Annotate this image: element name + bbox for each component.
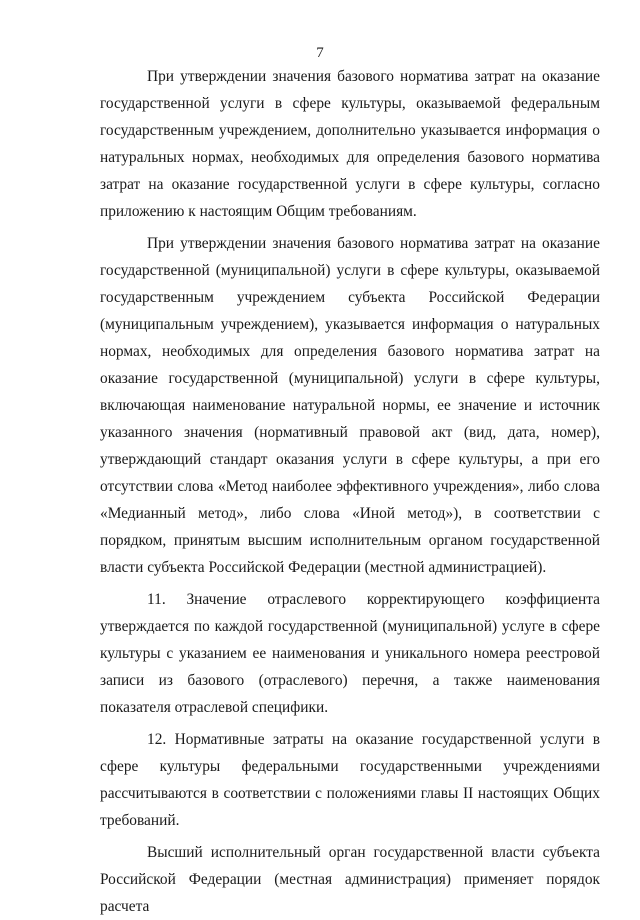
document-body	[100, 63, 600, 920]
paragraph-item-11: 11. Значение отраслевого корректирующего коэффициента утверждается по каждой государственной (муниципальной) услуге в сфере культуры с указанием ее наименования и уникального номера реестровой записи из базового (отраслевого) перечня, а также наименования показателя отраслевой специфики.	[100, 591, 600, 716]
paragraph-item-12: 12. Нормативные затраты на оказание государственной услуги в сфере культуры федеральными государственными учреждениями рассчитываются в соответствии с положениями главы II настоящих Общих требований.	[100, 731, 600, 829]
paragraph-natural-norms-federal: При утверждении значения базового норматива затрат на оказание государственной услуги в сфере культуры, оказываемой федеральным государственным учреждением, дополнительно указывается информация о натуральных нормах, необходимых для определения базового норматива затрат на оказание государственной услуги в сфере культуры, согласно приложению к настоящим Общим требованиям.	[100, 68, 600, 220]
paragraph-regional-executive: Высший исполнительный орган государственной власти субъекта Российской Федерации (местная администрация) применяет порядок расчета	[100, 844, 600, 915]
page-number: 7	[316, 45, 324, 61]
paragraph-natural-norms-regional: При утверждении значения базового норматива затрат на оказание государственной (муниципальной) услуги в сфере культуры, оказываемой государственным учреждением субъекта Российской Федерации (муниципальным учреждением), указывается информация о натуральных нормах, необходимых для определения базового норматива затрат на оказание государственной (муниципальной) услуги в сфере культуры, включающая наименование натуральной нормы, ее значение и источник указанного значения (нормативный правовой акт (вид, дата, номер), утверждающий стандарт оказания услуги в сфере культуры, а при его отсутствии слова «Метод наиболее эффективного учреждения», либо слова «Медианный метод», либо слова «Иной метод»), в соответствии с порядком, принятым высшим исполнительным органом государственной власти субъекта Российской Федерации (местной администрацией).	[100, 235, 600, 576]
